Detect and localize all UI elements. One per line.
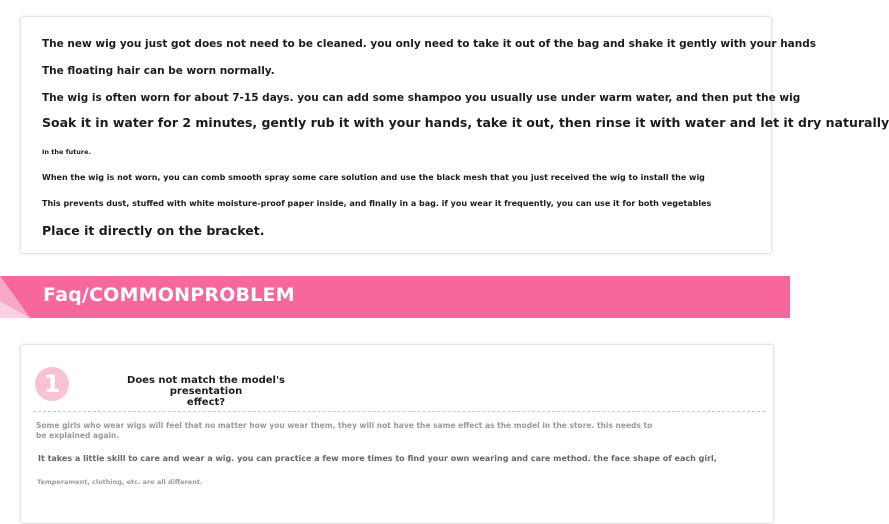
care-line-2: The floating hair can be worn normally. — [42, 65, 275, 77]
question-title — [91, 375, 321, 408]
question-card — [20, 344, 774, 524]
answer-line-1 — [36, 421, 652, 441]
dashed-divider — [33, 411, 765, 412]
question-title-line-1: Does not match the model's presentation — [127, 375, 285, 397]
answer-line-1a: Some girls who wear wigs will feel that no matter how you wear them, they will not have the same effect as the model in the store. this needs to — [36, 421, 653, 430]
answer-line-2: It takes a little skill to care and wear a wig. you can practice a few more times to find your own wearing and care method. the face shape of each girl, — [38, 454, 717, 463]
answer-line-3: Temperament, clothing, etc. are all different. — [37, 478, 203, 486]
care-line-5: In the future. — [42, 148, 91, 156]
care-line-6: When the wig is not worn, you can comb smooth spray some care solution and use the black mesh that you just received the wig to install the wig — [42, 173, 705, 182]
care-instructions-card — [20, 16, 889, 254]
care-line-3: The wig is often worn for about 7-15 days. you can add some shampoo you usually use under warm water, and then put the wig — [42, 92, 801, 104]
care-line-8: Place it directly on the bracket. — [42, 223, 265, 238]
faq-banner — [0, 276, 790, 318]
question-title-line-2: effect? — [186, 397, 226, 408]
care-line-4: Soak it in water for 2 minutes, gently rub it with your hands, take it out, then rinse it with water and let it dry naturally — [42, 115, 889, 130]
care-line-7: This prevents dust, stuffed with white moisture-proof paper inside, and finally in a bag. if you wear it frequently, you can use it for both vegetables — [42, 199, 712, 208]
question-number-badge: 1 — [35, 367, 69, 401]
care-line-1: The new wig you just got does not need to be cleaned. you only need to take it out of the bag and shake it gently with your hands — [42, 38, 817, 50]
faq-title: Faq/COMMONPROBLEM — [43, 284, 295, 306]
answer-line-1b: be explained again. — [36, 431, 120, 440]
